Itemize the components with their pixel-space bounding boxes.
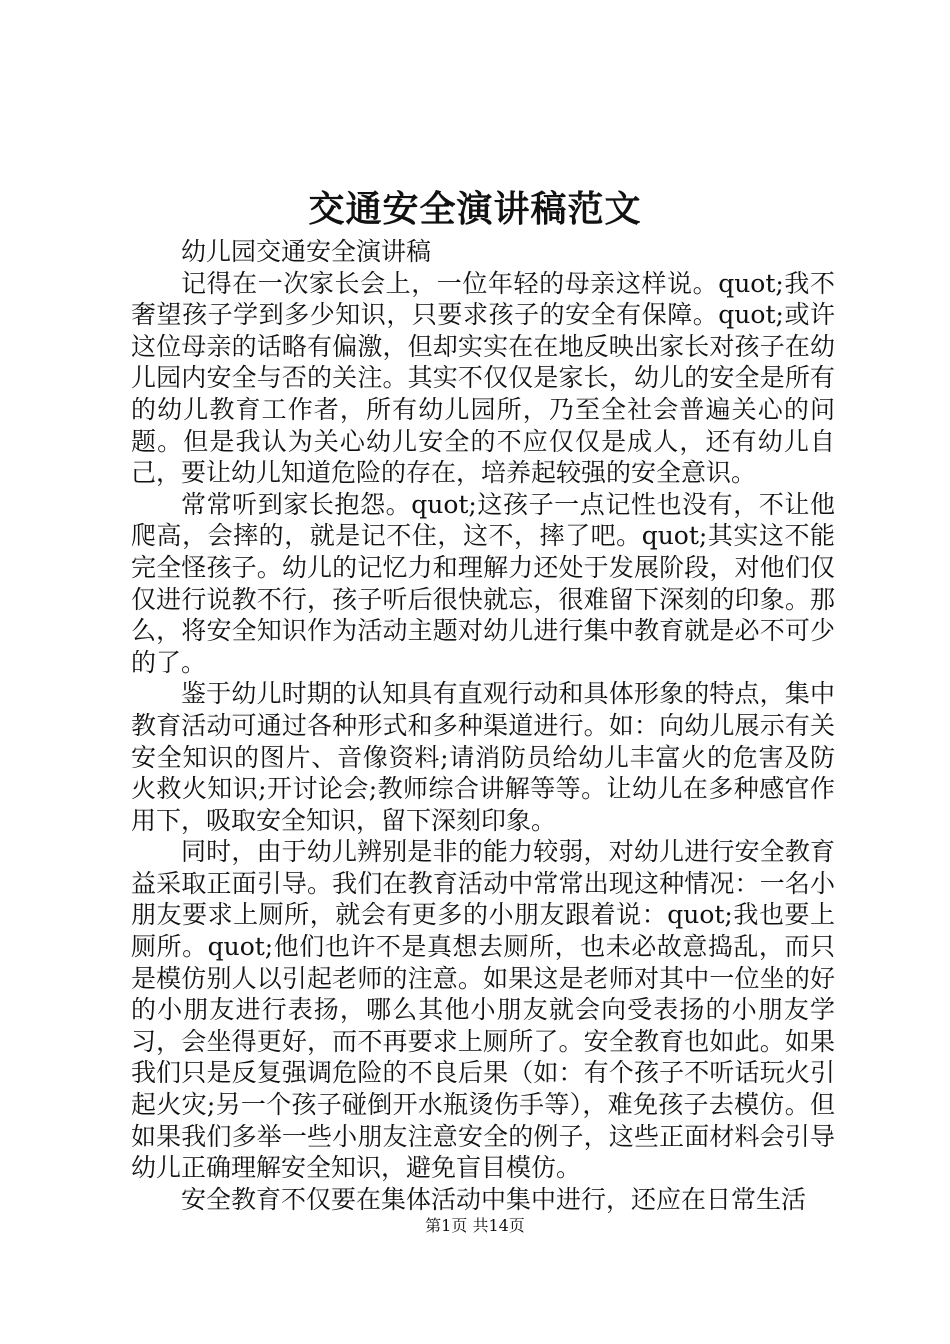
paragraph: 鉴于幼儿时期的认知具有直观行动和具体形象的特点，集中教育活动可通过各种形式和多种渠道进行。如：向幼儿展示有关安全知识的图片、音像资料;请消防员给幼儿丰富火的危害及防火救火知识;开讨论会;教师综合讲解等等。让幼儿在多种感官作用下，吸取安全知识，留下深刻印象。	[131, 679, 835, 835]
paragraph: 常常听到家长抱怨。quot;这孩子一点记性也没有，不让他爬高，会摔的，就是记不住，这不，摔了吧。quot;其实这不能完全怪孩子。幼儿的记忆力和理解力还处于发展阶段，对他们仅仅进行说教不行，孩子听后很快就忘，很难留下深刻的印象。那么，将安全知识作为活动主题对幼儿进行集中教育就是必不可少的了。	[131, 489, 835, 677]
paragraph: 安全教育不仅要在集体活动中集中进行，还应在日常生活	[181, 1184, 807, 1214]
page-footer	[0, 1214, 950, 1238]
paragraph: 记得在一次家长会上，一位年轻的母亲这样说。quot;我不奢望孩子学到多少知识，只要求孩子的安全有保障。quot;或许这位母亲的话略有偏激，但却实实在在地反映出家长对孩子在幼儿园内安全与否的关注。其实不仅仅是家长，幼儿的安全是所有的幼儿教育工作者，所有幼儿园所，乃至全社会普遍关心的问题。但是我认为关心幼儿安全的不应仅仅是成人，还有幼儿自己，要让幼儿知道危险的存在，培养起较强的安全意识。	[131, 268, 835, 488]
paragraph-subtitle: 幼儿园交通安全演讲稿	[181, 237, 432, 266]
paragraph: 同时，由于幼儿辨别是非的能力较弱，对幼儿进行安全教育益采取正面引导。我们在教育活动中常常出现这种情况：一名小朋友要求上厕所，就会有更多的小朋友跟着说：quot;我也要上厕所。quot;他们也许不是真想去厕所，也未必故意捣乱，而只是模仿别人以引起老师的注意。如果这是老师对其中一位坐的好的小朋友进行表扬，哪么其他小朋友就会向受表扬的小朋友学习，会坐得更好，而不再要求上厕所了。安全教育也如此。如果我们只是反复强调危险的不良后果（如：有个孩子不听话玩火引起火灾;另一个孩子碰倒开水瓶烫伤手等），难免孩子去模仿。但如果我们多举一些小朋友注意安全的例子，这些正面材料会引导幼儿正确理解安全知识，避免盲目模仿。	[131, 837, 835, 1183]
document-title: 交通安全演讲稿范文	[308, 188, 642, 230]
document-body	[131, 236, 835, 1215]
page-indicator: 第1页 共14页	[425, 1216, 525, 1235]
